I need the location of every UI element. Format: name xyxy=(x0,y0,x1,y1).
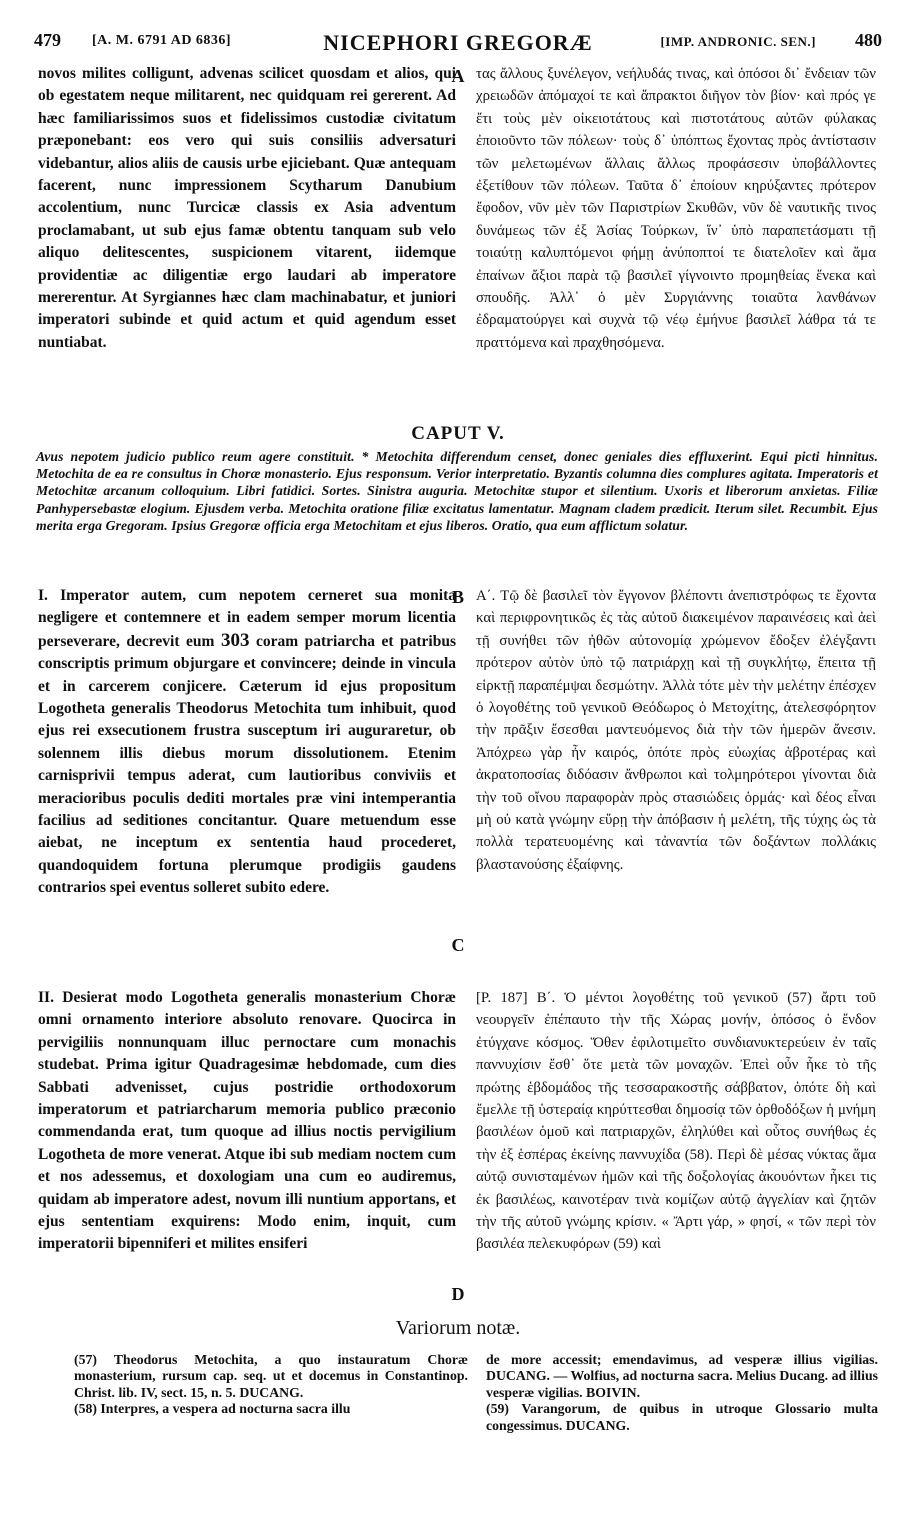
chapter-title: CAPUT V. xyxy=(411,423,505,444)
top-greek-text: τας ἄλλους ξυνέλεγον, νεήλυδάς τινας, καὶ ὁπόσοι δι᾿ ἔνδειαν τῶν χρειωδῶν ἀπόμαχοί τε καὶ ἄπρακτοι διῆγον τὸν βίον· καὶ πρός γε ἔτι τοὺς μὲν οἰκειοτάτους καὶ πιστοτάτους αὐτῶν φύλακας ἐποιοῦντο τῶν πόλεων· τοὺς δ᾿ ὑπόπτως ἔχοντας πρὸς ἀντίστασιν τῶν μελετωμένων ἄλλαις ἄλλως προφάσεσιν ὑποβάλλοντες ἐξετίθουν τῶν πόλεων. Ταῦτα δ᾿ ἐποίουν κηρύξαντες πρότερον ἔφοδον, νῦν μὲν τῶν Παριστρίων Σκυθῶν, νῦν δὲ ναυτικῆς τινος δυνάμεως τῶν ἐξ Ἀσίας Τούρκων, ἵν᾿ ὑπὸ παραπετάσματι τῇ τοιαύτῃ καλυπτόμενοι φήμῃ ἀνύποπτοί τε διατελοῖεν καὶ ἅμα ἐπαίνων ἄξιοι παρὰ τῷ βασιλεῖ γίγνοιντο προμηθείας ἕνεκα καὶ σπουδῆς. Ἀλλ᾿ ὁ μὲν Συργιάννης τοιαῦτα λανθάνων ἐδραματούργει καὶ συχνὰ τῷ νέῳ ἐμήνυε βασιλεῖ λάθρα τά τε πραττόμενα καὶ πραχθησόμενα. xyxy=(476,66,876,351)
section1-latin-column xyxy=(38,585,456,983)
section1-latin-start: I. Imperator autem, cum nepotem cerneret sua monita negligere et contemnere et in eadem semper morum licentia perseverare, decrevit eum xyxy=(38,587,456,650)
chapter-summary: Avus nepotem judicio publico reum agere constituit. * Metochita differendum censet, donec geniales dies effluxerint. Equi picti hinnitus. Metochita de ea re consultus in Choræ monasterio. Ejus responsum. Verior interpretatio. Byzantis columna dies complures agitata. Imperatoris et Metochitæ arcanum colloquium. Libri fatidici. Sortes. Sinistra auguria. Metochitæ stupor et silentium. Uxoris et liberorum anxietas. Filiæ Panhypersebastæ elogium. Ejusdem verba. Metochita oratione filiæ excitatus lamentatur. Magnam cladem prædicit. Iterum silet. Recumbit. Ejus merita erga Gregoram. Ipsius Gregoræ officia erga Metochitam et ejus liberos. Oratio, qua eum afflictum solatur. xyxy=(36,449,878,533)
section2-greek-text: [P. 187] Β΄. Ὁ μέντοι λογοθέτης τοῦ γενικοῦ (57) ἄρτι τοῦ νεουργεῖν ἐπέπαυτο τὴν τῆς Χώρας μονήν, ὁπόσος ὁ ἔνδον ἐτύγχανε κόσμος. Ὅθεν ἐφιλοτιμεῖτο συνδιανυκτερεύειν ἐν ταῖς παννυχίσιν ἔσθ᾿ ὅτε μετὰ τῶν μοναχῶν. Ἐπεὶ οὖν ἧκε τὸ τῆς πρώτης ἑβδομάδος τῆς τεσσαρακοστῆς σάββατον, ὁπότε δὴ καὶ ἔμελλε τῇ ὑστεραίᾳ κηρύττεσθαι δημοσίᾳ τῶν ὀρθοδόξων ἡ μνήμη βασιλέων ὁμοῦ καὶ πατριαρχῶν, ἐληλύθει καὶ οὗτος συνήθως ἐς τὴν ἐξ ἑσπέρας ἐκείνης παννυχίδα (58). Περὶ δὲ μέσας νύκτας ἅμα αὐτῷ συνισταμένων ἡμῶν καὶ τῆς δοξολογίας ἀκουόντων ἧκει τις ἐκ βασιλέως, καινοτέραν τινὰ κομίζων αὐτῷ ἀγγελίαν καὶ ζητῶν τὴν τῆς αὐτοῦ γνώμης κρίσιν. « Ἄρτι γάρ, » φησί, « τῶν περὶ τὸν βασιλέα πελεκυφόρων (59) καὶ xyxy=(476,990,876,1253)
margin-marker-c: C xyxy=(451,935,465,955)
section2-latin-column xyxy=(38,987,456,1320)
book-title: NICEPHORI GREGORÆ xyxy=(323,30,593,55)
notes-right-column xyxy=(486,1352,878,1434)
top-latin-text: novos milites colligunt, advenas scilicet quosdam et alios, qui ob egestatem neque militarent, nec quidquam rei gererent. Ad hæc familiarissimos suos et fidelissimos custodiæ civitatum præponebant: eos vero qui suis consiliis adversaturi videbantur, alios aliis de causis urbe ejiciebant. Quæ antequam facerent, nunc impressionem Scytharum Danubium accolentium, nunc Turcicæ classis ex Asia adventum proclamabant, ut sub ejus famæ obtentu tanquam sub velo aliquo delitescentes, suspicionem vitarent, iidemque providentiæ ac diligentiæ ergo laudari ab imperatore mererentur. At Syrgiannes hæc clam machinabatur, et juniori imperatori subinde et quid actum et quid agendum esset nuntiabat. xyxy=(38,65,456,351)
running-head xyxy=(34,30,882,60)
year-reference: [A. M. 6791 AD 6836] xyxy=(92,33,232,48)
margin-marker-d: D xyxy=(451,1284,465,1304)
notes-left-column xyxy=(74,1352,468,1418)
note-58-continued: de more accessit; emendavimus, ad vesperæ illius vigilias. DUCANG. — Wolfius, ad nocturna sacra. Melius Ducang. ad illius vesperæ vigilias. BOIVIN. xyxy=(486,1352,878,1400)
note-57: (57) Theodorus Metochita, a quo instauratum Choræ monasterium, rursum cap. seq. ut et docemus in Constantinop. Christ. lib. IV, sect. 15, n. 5. DUCANG. xyxy=(74,1352,468,1400)
top-latin-column xyxy=(38,63,456,421)
section1-greek-column xyxy=(476,585,876,961)
section1-latin-rest: coram patriarcha et patribus conscriptis primum objurgare et convincere; deinde in vincula et in carcerem conjicere. Cæterum id ejus propositum Logotheta generalis Theodorus Metochita tum inhibuit, quod ejus rei exsecutionem frustra susceptum iri auguraretur, ob solennem illis diebus morum dissolutionem. Etenim carnisprivii tempus aderat, cum lautioribus conviviis et meracioribus poculis dediti mortales præ vini intemperantia facilius ad seditiones concitantur. Quare metuendum esse aiebat, ne inceptum ex sententia haud procederet, quandoquidem fortuna plerumque prodigiis gaudens contrarios spei eventus solleret subito edere. xyxy=(38,632,456,897)
section2-greek-column xyxy=(476,987,876,1320)
page-number-right: 480 xyxy=(855,30,882,50)
section1-greek-text: Α΄. Τῷ δὲ βασιλεῖ τὸν ἔγγονον βλέποντι ἀνεπιστρόφως τε ἔχοντα καὶ περιφρονητικῶς ἐς τὰς αὐτοῦ διακειμένον παραινέσεις καὶ ἀεὶ τῇ συνήθει τῶν ἠθῶν αὐτονομίᾳ χρώμενον ἔδοξεν ἐλέγξαντι πρότερον αὐτὸν ὑπὸ τῷ πατριάρχῃ καὶ τῇ συγκλήτῳ, ἔπειτα τῇ εἱρκτῇ παραπέμψαι δεσμώτην. Ἀλλὰ τότε μὲν τὴν μελέτην ἐπέσχεν ὁ λογοθέτης τοῦ γενικοῦ Θεόδωρος ὁ Μετοχίτης, ἀτελεσφόρητον τὴν πρᾶξιν ἔσεσθαι μαντευόμενος διὰ τὴν τῶν ἡμερῶν ἄνεσιν. Ἀπόχρεω γὰρ ἦν καιρός, ὁπότε πρὸς εὐωχίας ἁβροτέρας καὶ ἀκρατοποσίας διδόασιν ἄνθρωποι καὶ τολμηρότεροι γίνονται διὰ τὴν τοῦ οἴνου παραφορὰν πρὸς στασιώδεις ὁρμάς· καὶ δέος εἶναι μὴ οὐ κατὰ γνώμην εὕρῃ τὴν ἀπόβασιν ἡ μελέτη, τῆς τύχης ὡς τὰ πολλὰ τερατευομένης καὶ τἀναντία τῶν δοξάντων πολλάκις βλαστανούσης ἐξαίφνης. xyxy=(476,588,876,873)
margin-marker-b: B xyxy=(451,587,464,607)
note-59: (59) Varangorum, de quibus in utroque Glossario multa congessimus. DUCANG. xyxy=(486,1401,878,1433)
top-greek-column xyxy=(476,63,876,421)
section1-latin-paragraph xyxy=(38,585,456,900)
section2-latin-text: II. Desierat modo Logotheta generalis monasterium Choræ omni ornamento interiore absoluto renovare. Quocirca in pervigiliis nonnunquam illuc pernoctare cum monachis studebat. Prima igitur Quadragesimæ hebdomade, cum dies Sabbati advenisset, cujus postridie orthodoxorum imperatorum et patriarcharum memoria publico præconio commendanda erat, tum quoque ad illius noctis pervigilium Logotheta de more venerat. Atque ibi sub mediam noctem cum et nos adessemus, et doxologiam una cum eo audiremus, quidam ab imperatore adest, novum illi nuntium apportans, et ejus sententiam exquirens: Modo enim, inquit, cum imperatorii bipenniferi et milites ensiferi xyxy=(38,989,456,1253)
inline-page-number: 303 xyxy=(220,629,250,651)
page-number-left: 479 xyxy=(34,30,61,50)
margin-marker-a: A xyxy=(451,66,465,86)
notes-title: Variorum notæ. xyxy=(395,1317,521,1339)
note-58: (58) Interpres, a vespera ad nocturna sacra illu xyxy=(74,1401,351,1417)
emperor-reference: [IMP. ANDRONIC. SEN.] xyxy=(660,34,816,49)
